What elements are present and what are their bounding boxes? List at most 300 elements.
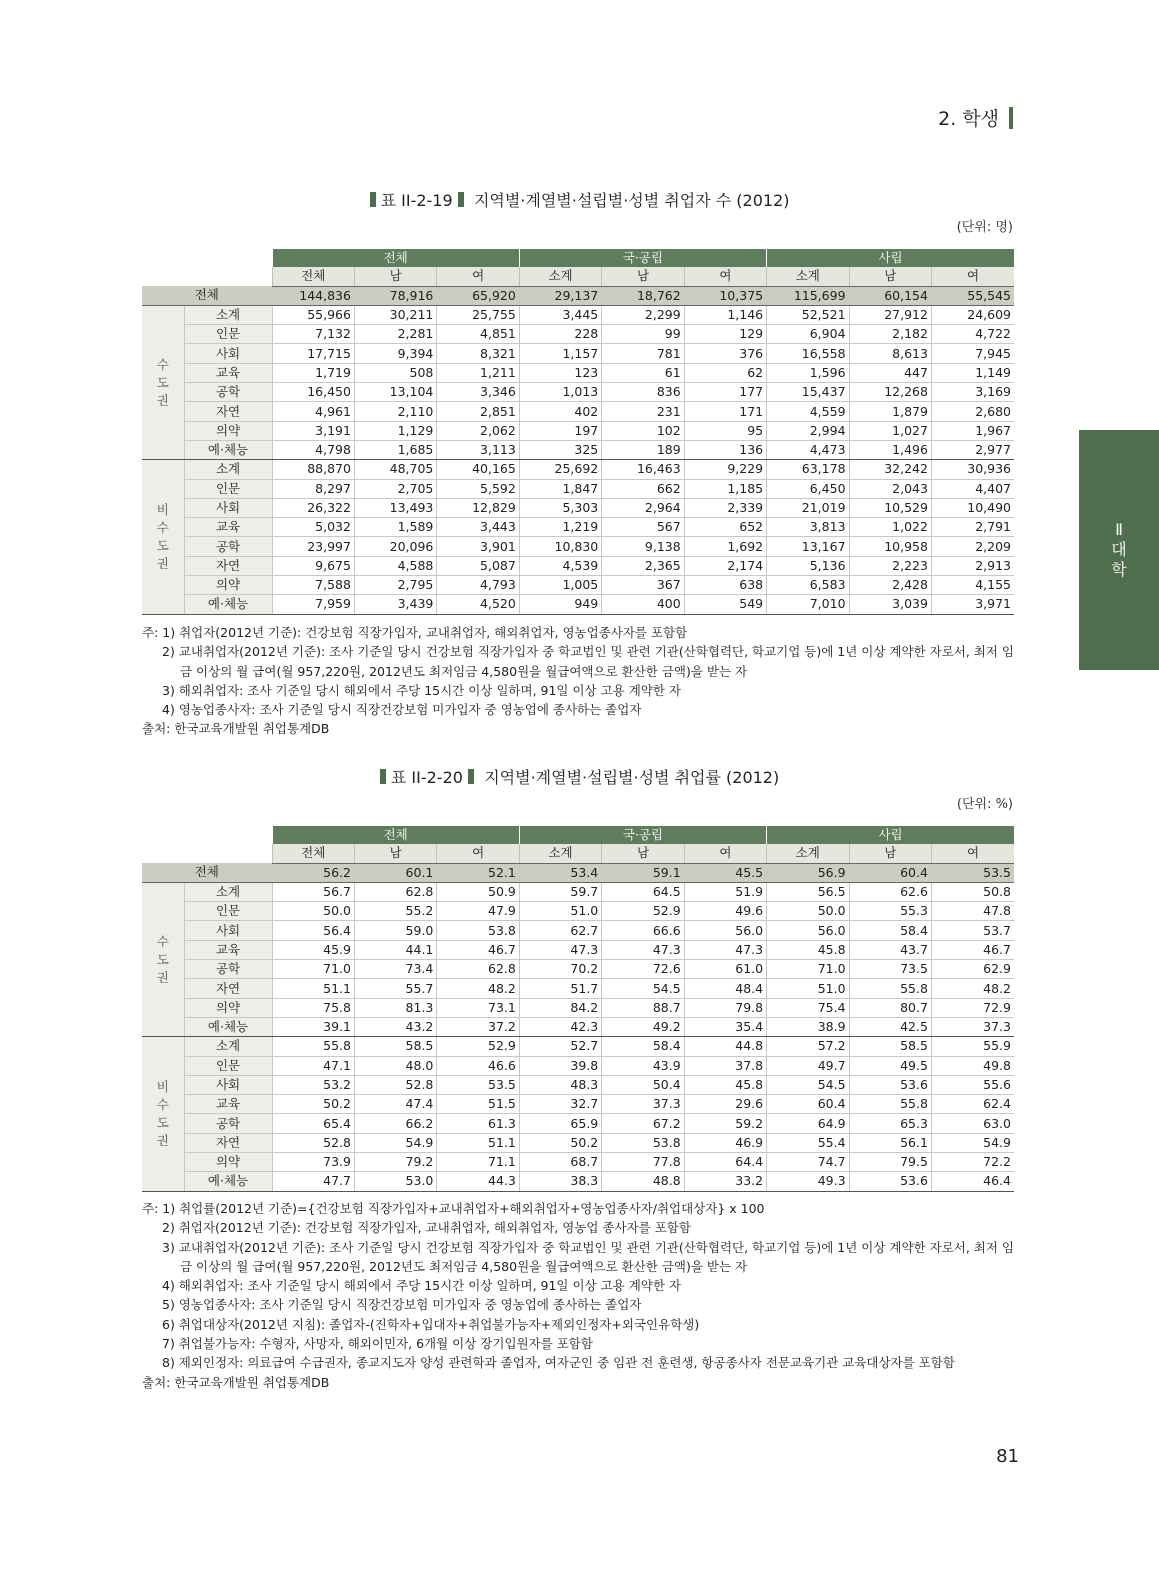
footnote: 7) 취업불가능자: 수형자, 사망자, 해외이민자, 6개월 이상 장기입원자를 포함함 xyxy=(162,1336,593,1352)
table-cell: 53.6 xyxy=(849,1075,931,1094)
table-cell: 3,191 xyxy=(272,421,354,440)
row-label: 예·체능 xyxy=(184,440,272,459)
table-row xyxy=(142,998,1014,1017)
table-cell: 45.5 xyxy=(684,863,766,882)
table-cell: 48.4 xyxy=(684,979,766,998)
region-char: 비 xyxy=(156,501,169,517)
table-cell: 367 xyxy=(602,576,684,595)
table-cell: 55.7 xyxy=(354,979,436,998)
table-cell: 47.8 xyxy=(931,902,1014,921)
table-cell: 5,032 xyxy=(272,518,354,537)
table-cell: 37.3 xyxy=(931,1017,1014,1036)
table-cell: 55.2 xyxy=(354,902,436,921)
table-cell: 29,137 xyxy=(519,286,601,305)
row-label: 소계 xyxy=(184,882,272,901)
footnote: 8) 제외인정자: 의료급여 수급권자, 종교지도자 양성 관련학과 졸업자, 여자군인 중 임관 전 훈련생, 항공종사자 전문교육기관 교육대상자를 포함함 xyxy=(162,1355,955,1371)
table-cell: 48,705 xyxy=(354,460,436,479)
table-cell: 71.0 xyxy=(272,960,354,979)
table-cell: 50.0 xyxy=(272,902,354,921)
table-cell: 2,705 xyxy=(354,479,436,498)
table-row xyxy=(142,921,1014,940)
table-cell: 6,583 xyxy=(767,576,849,595)
table-cell: 5,592 xyxy=(437,479,519,498)
table-cell: 48.2 xyxy=(437,979,519,998)
table-cell: 47.3 xyxy=(602,940,684,959)
table-cell: 39.8 xyxy=(519,1056,601,1075)
table-cell: 400 xyxy=(602,595,684,614)
table-cell: 567 xyxy=(602,518,684,537)
table-cell: 73.5 xyxy=(849,960,931,979)
table-cell: 64.5 xyxy=(602,882,684,901)
table-cell: 4,539 xyxy=(519,556,601,575)
table-cell: 59.7 xyxy=(519,882,601,901)
table-row xyxy=(142,1037,1014,1056)
table-cell: 2,795 xyxy=(354,576,436,595)
table-cell: 9,394 xyxy=(354,344,436,363)
table1-label: 표 II-2-19 xyxy=(380,191,453,210)
table-cell: 75.4 xyxy=(767,998,849,1017)
column-header: 소계 xyxy=(519,844,601,863)
table-row xyxy=(142,498,1014,517)
table-cell: 1,219 xyxy=(519,518,601,537)
table-cell: 231 xyxy=(602,402,684,421)
table-row xyxy=(142,402,1014,421)
column-group-header: 전체 xyxy=(272,249,519,267)
table-cell: 9,675 xyxy=(272,556,354,575)
table-cell: 48.2 xyxy=(931,979,1014,998)
table-row xyxy=(142,363,1014,382)
table-cell: 71.1 xyxy=(437,1153,519,1172)
table-cell: 78,916 xyxy=(354,286,436,305)
table-cell: 3,443 xyxy=(437,518,519,537)
table-cell: 102 xyxy=(602,421,684,440)
table-row xyxy=(142,1153,1014,1172)
footnote: 2) 교내취업자(2012년 기준): 조사 기준일 당시 건강보험 직장가입자 중 학교법인 및 관련 기관(산학협력단, 학교기업 등)에 1년 이상 계약한 자로서, 최저 임금 이상의 월 급여(월 957,220원, 2012년도 최저임금 4,580원을 월급여액으로 환산한 금액)을 받는 자 xyxy=(162,644,1015,679)
column-group-header: 사립 xyxy=(767,249,1014,267)
table-cell: 10,490 xyxy=(931,498,1014,517)
row-label: 인문 xyxy=(184,325,272,344)
table-cell: 3,813 xyxy=(767,518,849,537)
row-label: 공학 xyxy=(184,1114,272,1133)
table-cell: 39.1 xyxy=(272,1017,354,1036)
table-cell: 67.2 xyxy=(602,1114,684,1133)
title-marker xyxy=(380,769,386,784)
region-char: 권 xyxy=(156,392,169,408)
table-cell: 55.9 xyxy=(931,1037,1014,1056)
table-row xyxy=(142,421,1014,440)
table-cell: 228 xyxy=(519,325,601,344)
table-cell: 4,722 xyxy=(931,325,1014,344)
table-cell: 1,185 xyxy=(684,479,766,498)
column-header: 남 xyxy=(849,844,931,863)
table-cell: 51.7 xyxy=(519,979,601,998)
table-cell: 3,169 xyxy=(931,383,1014,402)
table-cell: 37.2 xyxy=(437,1017,519,1036)
table-cell: 70.2 xyxy=(519,960,601,979)
table2-unit: (단위: %) xyxy=(956,797,1013,812)
table-cell: 2,365 xyxy=(602,556,684,575)
footnote: 3) 교내취업자(2012년 기준): 조사 기준일 당시 건강보험 직장가입자 중 학교법인 및 관련 기관(산학협력단, 학교기업 등)에 1년 이상 계약한 자로서, 최저 임금 이상의 월 급여(월 957,220원, 2012년도 최저임금 4,580원을 월급여액으로 환산한 금액)을 받는 자 xyxy=(162,1239,1015,1274)
table-cell: 81.3 xyxy=(354,998,436,1017)
table-cell: 52.9 xyxy=(602,902,684,921)
row-label: 사회 xyxy=(184,1075,272,1094)
table-cell: 1,149 xyxy=(931,363,1014,382)
employed-count-table xyxy=(142,249,1014,615)
table-cell: 402 xyxy=(519,402,601,421)
table-cell: 949 xyxy=(519,595,601,614)
table-cell: 3,039 xyxy=(849,595,931,614)
region-label xyxy=(142,305,184,459)
table-cell: 12,268 xyxy=(849,383,931,402)
table-cell: 55.4 xyxy=(767,1133,849,1152)
row-label: 교육 xyxy=(184,940,272,959)
region-char: 도 xyxy=(156,951,169,967)
table-cell: 43.9 xyxy=(602,1056,684,1075)
title-marker xyxy=(370,192,376,207)
region-char: 수 xyxy=(156,1096,169,1112)
table-cell: 55.8 xyxy=(849,1095,931,1114)
title-marker xyxy=(468,769,474,784)
footnote: 2) 취업자(2012년 기준): 건강보험 직장가입자, 교내취업자, 해외취업자, 영농업 종사자를 포함함 xyxy=(162,1220,691,1236)
table1-caption: 지역별·계열별·설립별·성별 취업자 수 (2012) xyxy=(473,191,790,210)
column-header: 여 xyxy=(684,844,766,863)
column-group-header: 국·공립 xyxy=(519,826,766,844)
column-header: 여 xyxy=(684,267,766,286)
table-cell: 8,297 xyxy=(272,479,354,498)
table-cell: 2,182 xyxy=(849,325,931,344)
table-cell: 27,912 xyxy=(849,305,931,324)
table-cell: 32,242 xyxy=(849,460,931,479)
table-cell: 47.1 xyxy=(272,1056,354,1075)
table-cell: 52.8 xyxy=(354,1075,436,1094)
table-cell: 64.9 xyxy=(767,1114,849,1133)
chapter-side-tab[interactable] xyxy=(1079,430,1159,670)
table-cell: 2,110 xyxy=(354,402,436,421)
table-cell: 7,588 xyxy=(272,576,354,595)
footnote: 4) 영농업종사자: 조사 기준일 당시 직장건강보험 미가입자 중 영농업에 종사하는 졸업자 xyxy=(162,702,642,718)
table-row xyxy=(142,1075,1014,1094)
table-cell: 88,870 xyxy=(272,460,354,479)
table-cell: 43.2 xyxy=(354,1017,436,1036)
table-cell: 55,545 xyxy=(931,286,1014,305)
table-cell: 3,971 xyxy=(931,595,1014,614)
table-cell: 95 xyxy=(684,421,766,440)
row-label: 자연 xyxy=(184,979,272,998)
table-cell: 16,558 xyxy=(767,344,849,363)
header-corner xyxy=(142,826,272,863)
table-cell: 37.3 xyxy=(602,1095,684,1114)
table-cell: 2,428 xyxy=(849,576,931,595)
column-header: 전체 xyxy=(272,844,354,863)
table-cell: 1,879 xyxy=(849,402,931,421)
table-cell: 2,977 xyxy=(931,440,1014,459)
region-char: 수 xyxy=(156,933,169,949)
table-cell: 60.4 xyxy=(849,863,931,882)
table-cell: 1,692 xyxy=(684,537,766,556)
row-label: 예·체능 xyxy=(184,595,272,614)
column-header: 남 xyxy=(602,267,684,286)
column-header: 여 xyxy=(931,844,1014,863)
table2-notes xyxy=(142,1199,1022,1392)
table-cell: 56.9 xyxy=(767,863,849,882)
table-cell: 9,229 xyxy=(684,460,766,479)
table-cell: 47.7 xyxy=(272,1172,354,1191)
table-cell: 62.8 xyxy=(437,960,519,979)
table-cell: 56.0 xyxy=(684,921,766,940)
table-cell: 46.6 xyxy=(437,1056,519,1075)
table-row xyxy=(142,440,1014,459)
region-char: 도 xyxy=(156,1114,169,1130)
table-cell: 56.4 xyxy=(272,921,354,940)
row-label: 공학 xyxy=(184,960,272,979)
table-cell: 3,439 xyxy=(354,595,436,614)
table-cell: 58.4 xyxy=(602,1037,684,1056)
table-row xyxy=(142,1133,1014,1152)
column-header: 남 xyxy=(354,267,436,286)
table-cell: 65,920 xyxy=(437,286,519,305)
table-cell: 2,791 xyxy=(931,518,1014,537)
column-header: 여 xyxy=(437,267,519,286)
table-row xyxy=(142,940,1014,959)
table-cell: 49.5 xyxy=(849,1056,931,1075)
column-header: 남 xyxy=(849,267,931,286)
table-cell: 37.8 xyxy=(684,1056,766,1075)
table-cell: 1,967 xyxy=(931,421,1014,440)
table-cell: 7,945 xyxy=(931,344,1014,363)
source-note: 출처: 한국교육개발원 취업통계DB xyxy=(142,1374,330,1390)
table-cell: 10,375 xyxy=(684,286,766,305)
table-cell: 638 xyxy=(684,576,766,595)
row-label: 전체 xyxy=(142,863,272,882)
table-cell: 4,793 xyxy=(437,576,519,595)
table-cell: 58.5 xyxy=(354,1037,436,1056)
table-cell: 65.3 xyxy=(849,1114,931,1133)
table-cell: 25,692 xyxy=(519,460,601,479)
row-label: 예·체능 xyxy=(184,1172,272,1191)
section-title: 2. 학생 xyxy=(938,108,999,130)
table2-label: 표 II-2-20 xyxy=(390,768,463,787)
table-row xyxy=(142,1056,1014,1075)
table-cell: 3,113 xyxy=(437,440,519,459)
row-label: 자연 xyxy=(184,556,272,575)
title-marker xyxy=(458,192,464,207)
table-cell: 2,281 xyxy=(354,325,436,344)
table-cell: 5,087 xyxy=(437,556,519,575)
row-label: 사회 xyxy=(184,344,272,363)
table-cell: 4,961 xyxy=(272,402,354,421)
table-cell: 44.8 xyxy=(684,1037,766,1056)
table-cell: 6,450 xyxy=(767,479,849,498)
table-cell: 60.1 xyxy=(354,863,436,882)
table-cell: 10,830 xyxy=(519,537,601,556)
table-cell: 13,167 xyxy=(767,537,849,556)
table-cell: 55.6 xyxy=(931,1075,1014,1094)
row-label: 사회 xyxy=(184,921,272,940)
table-cell: 49.7 xyxy=(767,1056,849,1075)
row-label: 소계 xyxy=(184,1037,272,1056)
row-label: 인문 xyxy=(184,902,272,921)
row-label: 교육 xyxy=(184,1095,272,1114)
table-cell: 53.7 xyxy=(931,921,1014,940)
table-cell: 129 xyxy=(684,325,766,344)
table-cell: 44.3 xyxy=(437,1172,519,1191)
table-cell: 4,559 xyxy=(767,402,849,421)
table-cell: 30,211 xyxy=(354,305,436,324)
table-cell: 56.7 xyxy=(272,882,354,901)
table-cell: 177 xyxy=(684,383,766,402)
table-row xyxy=(142,556,1014,575)
table-cell: 1,589 xyxy=(354,518,436,537)
table-cell: 54.9 xyxy=(354,1133,436,1152)
table-cell: 2,680 xyxy=(931,402,1014,421)
table-cell: 60,154 xyxy=(849,286,931,305)
table-cell: 45.9 xyxy=(272,940,354,959)
page-number: 81 xyxy=(996,1446,1019,1467)
table-cell: 50.0 xyxy=(767,902,849,921)
chapter-char: 학 xyxy=(1111,560,1127,579)
table-cell: 662 xyxy=(602,479,684,498)
column-header: 소계 xyxy=(767,844,849,863)
table-cell: 508 xyxy=(354,363,436,382)
chapter-char: 대 xyxy=(1111,540,1127,559)
table-cell: 53.4 xyxy=(519,863,601,882)
table-cell: 2,299 xyxy=(602,305,684,324)
table-cell: 21,019 xyxy=(767,498,849,517)
table-cell: 79.8 xyxy=(684,998,766,1017)
table-cell: 79.5 xyxy=(849,1153,931,1172)
table-cell: 1,013 xyxy=(519,383,601,402)
table-cell: 43.7 xyxy=(849,940,931,959)
footnote: 5) 영농업종사자: 조사 기준일 당시 직장건강보험 미가입자 중 영농업에 종사하는 졸업자 xyxy=(162,1297,642,1313)
table-cell: 59.2 xyxy=(684,1114,766,1133)
table-cell: 60.4 xyxy=(767,1095,849,1114)
table-cell: 16,463 xyxy=(602,460,684,479)
column-header: 전체 xyxy=(272,267,354,286)
table2-title xyxy=(0,765,1159,788)
table-cell: 44.1 xyxy=(354,940,436,959)
table-row xyxy=(142,383,1014,402)
table-cell: 1,211 xyxy=(437,363,519,382)
row-label: 교육 xyxy=(184,363,272,382)
table-cell: 53.5 xyxy=(437,1075,519,1094)
table-cell: 62.8 xyxy=(354,882,436,901)
footnote: 주: 1) 취업률(2012년 기준)={건강보험 직장가입자+교내취업자+해외취업자+영농업종사자/취업대상자} x 100 xyxy=(142,1201,765,1216)
table-cell: 46.7 xyxy=(437,940,519,959)
region-label xyxy=(142,460,184,614)
table-cell: 123 xyxy=(519,363,601,382)
row-label: 예·체능 xyxy=(184,1017,272,1036)
table-cell: 51.0 xyxy=(519,902,601,921)
region-char: 비 xyxy=(156,1078,169,1094)
table-cell: 53.6 xyxy=(849,1172,931,1191)
row-label: 자연 xyxy=(184,1133,272,1152)
table-cell: 59.1 xyxy=(602,863,684,882)
table-row xyxy=(142,1114,1014,1133)
table-cell: 53.8 xyxy=(437,921,519,940)
table-cell: 3,346 xyxy=(437,383,519,402)
table-cell: 52.7 xyxy=(519,1037,601,1056)
table-cell: 62.4 xyxy=(931,1095,1014,1114)
table-cell: 24,609 xyxy=(931,305,1014,324)
table-cell: 144,836 xyxy=(272,286,354,305)
table-cell: 99 xyxy=(602,325,684,344)
table-cell: 49.8 xyxy=(931,1056,1014,1075)
row-label: 공학 xyxy=(184,383,272,402)
row-label: 자연 xyxy=(184,402,272,421)
row-label: 소계 xyxy=(184,305,272,324)
footnote: 6) 취업대상자(2012년 지침): 졸업자-(진학자+입대자+취업불가능자+제외인정자+외국인유학생) xyxy=(162,1316,700,1332)
table-cell: 72.9 xyxy=(931,998,1014,1017)
table-cell: 1,847 xyxy=(519,479,601,498)
table-cell: 447 xyxy=(849,363,931,382)
table-cell: 77.8 xyxy=(602,1153,684,1172)
table-cell: 1,157 xyxy=(519,344,601,363)
table-row xyxy=(142,902,1014,921)
table-cell: 35.4 xyxy=(684,1017,766,1036)
region-char: 도 xyxy=(156,537,169,553)
table-cell: 10,529 xyxy=(849,498,931,517)
table-cell: 7,132 xyxy=(272,325,354,344)
table-cell: 136 xyxy=(684,440,766,459)
table-cell: 836 xyxy=(602,383,684,402)
table-cell: 197 xyxy=(519,421,601,440)
row-label: 공학 xyxy=(184,537,272,556)
table-cell: 8,613 xyxy=(849,344,931,363)
table-cell: 12,829 xyxy=(437,498,519,517)
table-cell: 62.6 xyxy=(849,882,931,901)
table-cell: 53.8 xyxy=(602,1133,684,1152)
table-cell: 25,755 xyxy=(437,305,519,324)
region-char: 권 xyxy=(156,969,169,985)
table-cell: 7,010 xyxy=(767,595,849,614)
table-cell: 4,473 xyxy=(767,440,849,459)
table-cell: 1,027 xyxy=(849,421,931,440)
table-cell: 50.9 xyxy=(437,882,519,901)
source-note: 출처: 한국교육개발원 취업통계DB xyxy=(142,721,330,737)
row-label: 소계 xyxy=(184,460,272,479)
column-group-header: 국·공립 xyxy=(519,249,766,267)
table-cell: 51.1 xyxy=(437,1133,519,1152)
table1-notes xyxy=(142,623,1022,739)
table-cell: 56.0 xyxy=(767,921,849,940)
table-row xyxy=(142,479,1014,498)
row-label: 의약 xyxy=(184,421,272,440)
table-cell: 47.4 xyxy=(354,1095,436,1114)
table-cell: 47.3 xyxy=(519,940,601,959)
footnote: 3) 해외취업자: 조사 기준일 당시 해외에서 주당 15시간 이상 일하며, 91일 이상 고용 계약한 자 xyxy=(162,682,682,698)
table-cell: 1,005 xyxy=(519,576,601,595)
table-cell: 55.3 xyxy=(849,902,931,921)
table-cell: 45.8 xyxy=(684,1075,766,1094)
table-cell: 53.0 xyxy=(354,1172,436,1191)
table-cell: 88.7 xyxy=(602,998,684,1017)
table-cell: 49.2 xyxy=(602,1017,684,1036)
table-cell: 30,936 xyxy=(931,460,1014,479)
table-cell: 51.5 xyxy=(437,1095,519,1114)
table-cell: 49.3 xyxy=(767,1172,849,1191)
table-cell: 73.9 xyxy=(272,1153,354,1172)
table-cell: 2,209 xyxy=(931,537,1014,556)
table-cell: 54.9 xyxy=(931,1133,1014,1152)
table-cell: 38.9 xyxy=(767,1017,849,1036)
table-cell: 56.5 xyxy=(767,882,849,901)
column-header: 남 xyxy=(602,844,684,863)
table-cell: 52.9 xyxy=(437,1037,519,1056)
table-cell: 171 xyxy=(684,402,766,421)
table-cell: 42.5 xyxy=(849,1017,931,1036)
table-cell: 23,997 xyxy=(272,537,354,556)
table-cell: 2,851 xyxy=(437,402,519,421)
